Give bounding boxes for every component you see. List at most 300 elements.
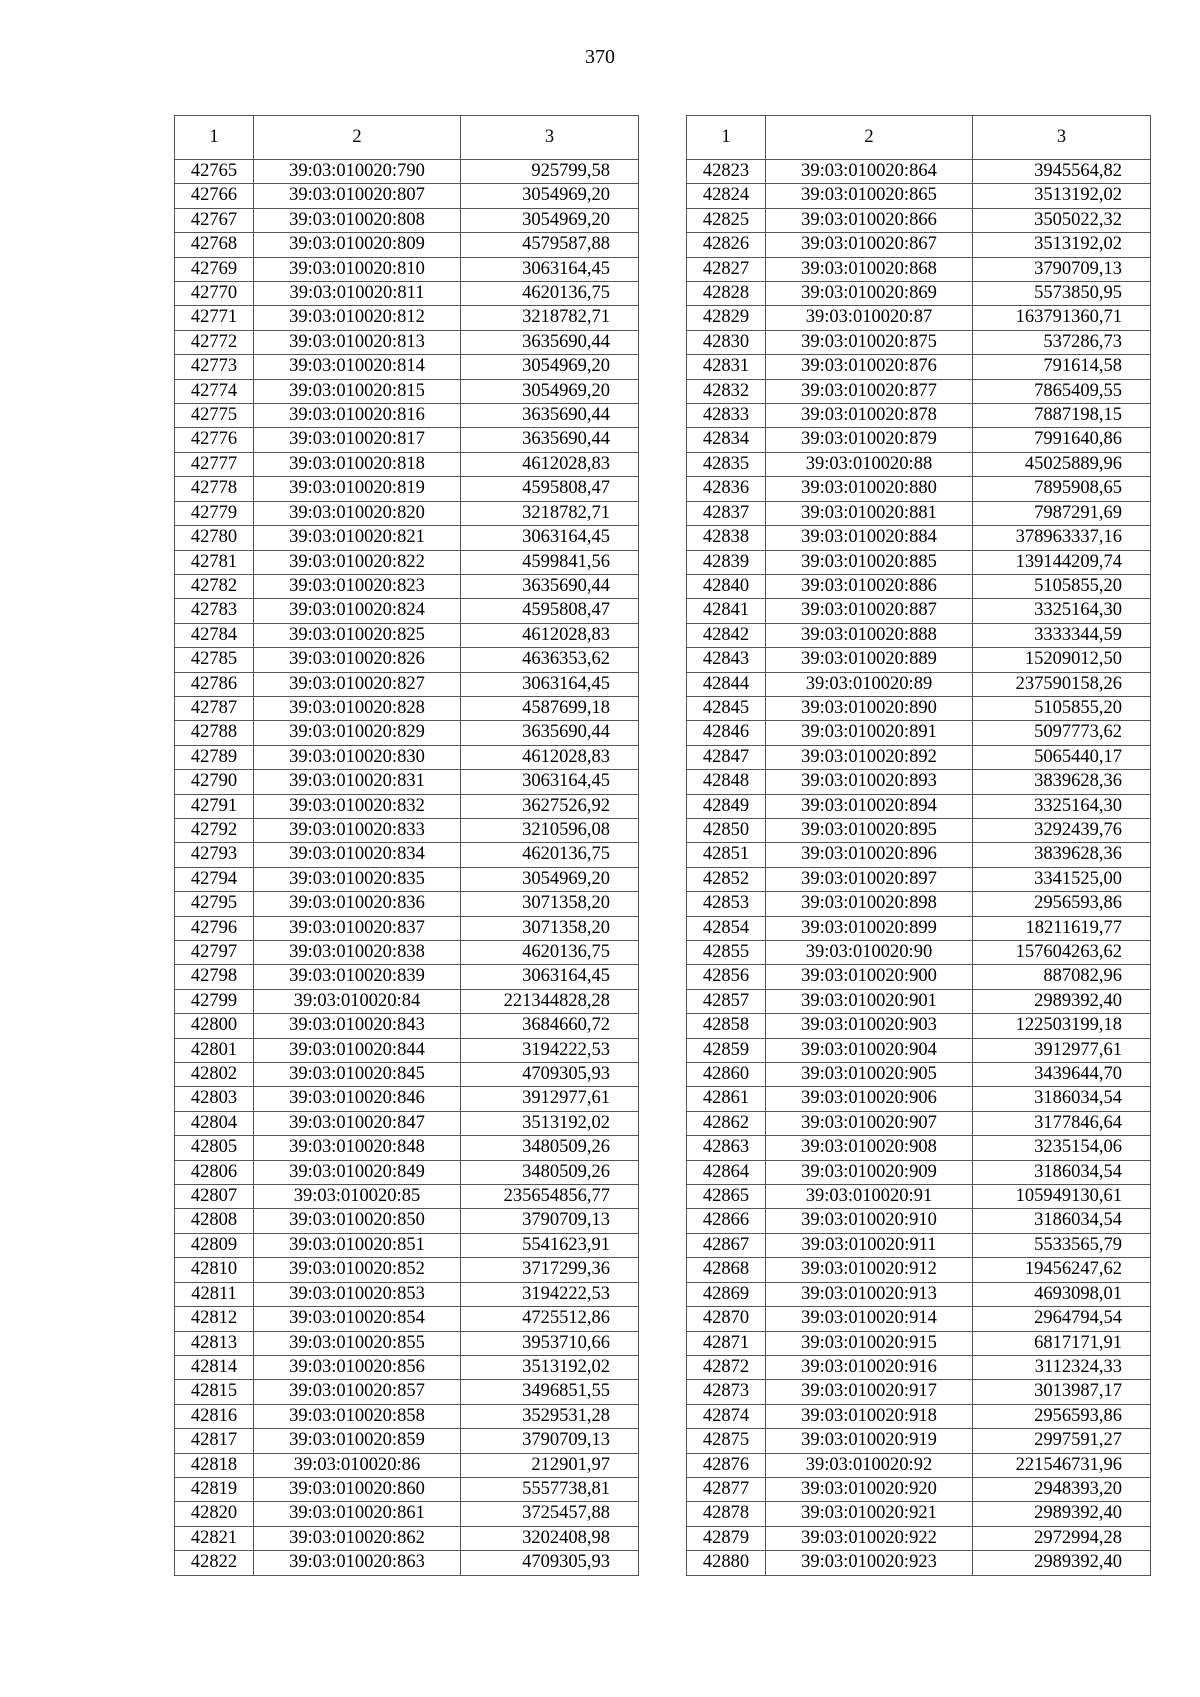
row-number-cell: 42793 [175,843,254,867]
row-number-cell: 42789 [175,745,254,769]
table-row [687,428,1151,452]
row-number-cell: 42823 [687,160,766,184]
value-cell: 3945564,82 [973,160,1151,184]
row-number-cell: 42874 [687,1404,766,1428]
table-row [175,794,639,818]
cadastral-id-cell: 39:03:010020:861 [254,1502,461,1526]
cadastral-id-cell: 39:03:010020:820 [254,501,461,525]
row-number-cell: 42867 [687,1233,766,1257]
table-row [175,1038,639,1062]
value-cell: 3186034,54 [973,1160,1151,1184]
value-cell: 4620136,75 [461,282,639,306]
value-cell: 4636353,62 [461,648,639,672]
table-row [687,526,1151,550]
value-cell: 4612028,83 [461,623,639,647]
table-row [175,1111,639,1135]
row-number-cell: 42817 [175,1429,254,1453]
value-cell: 18211619,77 [973,916,1151,940]
value-cell: 3325164,30 [973,599,1151,623]
value-cell: 3717299,36 [461,1258,639,1282]
row-number-cell: 42843 [687,648,766,672]
row-number-cell: 42771 [175,306,254,330]
cadastral-id-cell: 39:03:010020:858 [254,1404,461,1428]
row-number-cell: 42862 [687,1111,766,1135]
column-header-cadastral-id: 2 [766,116,973,160]
row-number-cell: 42861 [687,1087,766,1111]
table-row [687,1502,1151,1526]
value-cell: 3177846,64 [973,1111,1151,1135]
row-number-cell: 42842 [687,623,766,647]
value-cell: 3186034,54 [973,1209,1151,1233]
cadastral-id-cell: 39:03:010020:907 [766,1111,973,1135]
cadastral-id-cell: 39:03:010020:847 [254,1111,461,1135]
table-row [175,916,639,940]
cadastral-id-cell: 39:03:010020:810 [254,257,461,281]
cadastral-id-cell: 39:03:010020:828 [254,696,461,720]
table-row [175,1477,639,1501]
table-row [687,696,1151,720]
value-cell: 3013987,17 [973,1380,1151,1404]
row-number-cell: 42828 [687,282,766,306]
table-row [687,452,1151,476]
table-row [687,989,1151,1013]
row-number-cell: 42766 [175,184,254,208]
cadastral-id-cell: 39:03:010020:812 [254,306,461,330]
table-row [175,623,639,647]
value-cell: 7887198,15 [973,404,1151,428]
cadastral-id-cell: 39:03:010020:876 [766,355,973,379]
cadastral-id-cell: 39:03:010020:839 [254,965,461,989]
row-number-cell: 42813 [175,1331,254,1355]
cadastral-id-cell: 39:03:010020:826 [254,648,461,672]
table-row [687,257,1151,281]
page-number: 370 [585,46,615,68]
column-header-value: 3 [461,116,639,160]
value-cell: 3635690,44 [461,428,639,452]
value-cell: 4693098,01 [973,1282,1151,1306]
table-row [175,379,639,403]
table-row [687,233,1151,257]
value-cell: 3790709,13 [461,1429,639,1453]
value-cell: 2964794,54 [973,1307,1151,1331]
table-row [175,1453,639,1477]
cadastral-id-cell: 39:03:010020:880 [766,477,973,501]
value-cell: 212901,97 [461,1453,639,1477]
cadastral-id-cell: 39:03:010020:87 [766,306,973,330]
row-number-cell: 42852 [687,867,766,891]
row-number-cell: 42857 [687,989,766,1013]
table-row [687,1307,1151,1331]
table-row [687,1233,1151,1257]
table-row [687,672,1151,696]
row-number-cell: 42846 [687,721,766,745]
value-cell: 3063164,45 [461,672,639,696]
cadastral-id-cell: 39:03:010020:822 [254,550,461,574]
table-row [687,892,1151,916]
table-row [175,818,639,842]
row-number-cell: 42869 [687,1282,766,1306]
value-cell: 4599841,56 [461,550,639,574]
value-cell: 5105855,20 [973,574,1151,598]
table-row [687,1551,1151,1575]
table-row [175,1087,639,1111]
table-row [175,1282,639,1306]
value-cell: 791614,58 [973,355,1151,379]
cadastral-id-cell: 39:03:010020:807 [254,184,461,208]
row-number-cell: 42795 [175,892,254,916]
table-row [175,1063,639,1087]
table-row [687,1355,1151,1379]
row-number-cell: 42767 [175,208,254,232]
cadastral-id-cell: 39:03:010020:819 [254,477,461,501]
cadastral-id-cell: 39:03:010020:916 [766,1355,973,1379]
cadastral-id-cell: 39:03:010020:860 [254,1477,461,1501]
row-number-cell: 42853 [687,892,766,916]
table-row [687,770,1151,794]
row-number-cell: 42851 [687,843,766,867]
table-row [175,477,639,501]
cadastral-id-cell: 39:03:010020:896 [766,843,973,867]
row-number-cell: 42829 [687,306,766,330]
cadastral-id-cell: 39:03:010020:919 [766,1429,973,1453]
cadastral-id-cell: 39:03:010020:895 [766,818,973,842]
table-header-row [175,116,639,160]
table-row [175,1014,639,1038]
value-cell: 4612028,83 [461,745,639,769]
value-cell: 4587699,18 [461,696,639,720]
cadastral-id-cell: 39:03:010020:834 [254,843,461,867]
row-number-cell: 42865 [687,1185,766,1209]
row-number-cell: 42820 [175,1502,254,1526]
column-header-number: 1 [687,116,766,160]
value-cell: 3790709,13 [461,1209,639,1233]
row-number-cell: 42873 [687,1380,766,1404]
row-number-cell: 42822 [175,1551,254,1575]
cadastral-id-cell: 39:03:010020:920 [766,1477,973,1501]
cadastral-id-cell: 39:03:010020:878 [766,404,973,428]
cadastral-id-cell: 39:03:010020:813 [254,330,461,354]
table-row [687,306,1151,330]
cadastral-id-cell: 39:03:010020:809 [254,233,461,257]
table-row [687,965,1151,989]
row-number-cell: 42826 [687,233,766,257]
cadastral-id-cell: 39:03:010020:889 [766,648,973,672]
cadastral-id-cell: 39:03:010020:866 [766,208,973,232]
value-cell: 7865409,55 [973,379,1151,403]
row-number-cell: 42837 [687,501,766,525]
cadastral-id-cell: 39:03:010020:911 [766,1233,973,1257]
table-row [175,1233,639,1257]
value-cell: 5065440,17 [973,745,1151,769]
row-number-cell: 42868 [687,1258,766,1282]
value-cell: 3054969,20 [461,208,639,232]
cadastral-id-cell: 39:03:010020:918 [766,1404,973,1428]
row-number-cell: 42858 [687,1014,766,1038]
row-number-cell: 42866 [687,1209,766,1233]
table-row [687,574,1151,598]
cadastral-id-cell: 39:03:010020:898 [766,892,973,916]
cadastral-id-cell: 39:03:010020:881 [766,501,973,525]
row-number-cell: 42769 [175,257,254,281]
table-row [687,404,1151,428]
row-number-cell: 42875 [687,1429,766,1453]
cadastral-id-cell: 39:03:010020:903 [766,1014,973,1038]
row-number-cell: 42872 [687,1355,766,1379]
table-row [687,379,1151,403]
row-number-cell: 42815 [175,1380,254,1404]
cadastral-id-cell: 39:03:010020:856 [254,1355,461,1379]
table-row [175,1209,639,1233]
row-number-cell: 42814 [175,1355,254,1379]
row-number-cell: 42791 [175,794,254,818]
cadastral-id-cell: 39:03:010020:904 [766,1038,973,1062]
row-number-cell: 42806 [175,1160,254,1184]
row-number-cell: 42788 [175,721,254,745]
cadastral-id-cell: 39:03:010020:891 [766,721,973,745]
cadastral-id-cell: 39:03:010020:885 [766,550,973,574]
row-number-cell: 42770 [175,282,254,306]
value-cell: 3480509,26 [461,1136,639,1160]
row-number-cell: 42810 [175,1258,254,1282]
table-row [687,550,1151,574]
cadastral-id-cell: 39:03:010020:853 [254,1282,461,1306]
row-number-cell: 42798 [175,965,254,989]
cadastral-id-cell: 39:03:010020:914 [766,1307,973,1331]
table-row [175,452,639,476]
value-cell: 2997591,27 [973,1429,1151,1453]
cadastral-id-cell: 39:03:010020:835 [254,867,461,891]
value-cell: 3054969,20 [461,379,639,403]
row-number-cell: 42807 [175,1185,254,1209]
table-row [687,843,1151,867]
value-cell: 3063164,45 [461,770,639,794]
value-cell: 2989392,40 [973,1551,1151,1575]
cadastral-id-cell: 39:03:010020:905 [766,1063,973,1087]
cadastral-id-cell: 39:03:010020:865 [766,184,973,208]
table-row [687,794,1151,818]
value-cell: 3112324,33 [973,1355,1151,1379]
column-header-number: 1 [175,116,254,160]
value-cell: 3071358,20 [461,916,639,940]
row-number-cell: 42794 [175,867,254,891]
row-number-cell: 42796 [175,916,254,940]
cadastral-id-cell: 39:03:010020:890 [766,696,973,720]
row-number-cell: 42808 [175,1209,254,1233]
table-row [687,1282,1151,1306]
table-row [687,648,1151,672]
row-number-cell: 42847 [687,745,766,769]
table-body-right [687,160,1151,1576]
value-cell: 3186034,54 [973,1087,1151,1111]
cadastral-id-cell: 39:03:010020:921 [766,1502,973,1526]
value-cell: 237590158,26 [973,672,1151,696]
value-cell: 4709305,93 [461,1551,639,1575]
value-cell: 2989392,40 [973,1502,1151,1526]
cadastral-id-cell: 39:03:010020:922 [766,1526,973,1550]
table-row [687,1014,1151,1038]
value-cell: 221546731,96 [973,1453,1151,1477]
cadastral-id-cell: 39:03:010020:913 [766,1282,973,1306]
value-cell: 887082,96 [973,965,1151,989]
value-cell: 5541623,91 [461,1233,639,1257]
row-number-cell: 42776 [175,428,254,452]
table-row [687,623,1151,647]
table-row [175,208,639,232]
value-cell: 3912977,61 [461,1087,639,1111]
value-cell: 2956593,86 [973,892,1151,916]
value-cell: 537286,73 [973,330,1151,354]
table-row [687,916,1151,940]
row-number-cell: 42855 [687,941,766,965]
value-cell: 3210596,08 [461,818,639,842]
row-number-cell: 42765 [175,160,254,184]
table-row [175,892,639,916]
row-number-cell: 42827 [687,257,766,281]
row-number-cell: 42773 [175,355,254,379]
value-cell: 7895908,65 [973,477,1151,501]
value-cell: 7987291,69 [973,501,1151,525]
value-cell: 3496851,55 [461,1380,639,1404]
cadastral-id-cell: 39:03:010020:857 [254,1380,461,1404]
cadastral-id-cell: 39:03:010020:818 [254,452,461,476]
row-number-cell: 42833 [687,404,766,428]
value-cell: 3341525,00 [973,867,1151,891]
value-cell: 2956593,86 [973,1404,1151,1428]
row-number-cell: 42779 [175,501,254,525]
value-cell: 3790709,13 [973,257,1151,281]
row-number-cell: 42800 [175,1014,254,1038]
value-cell: 2972994,28 [973,1526,1151,1550]
value-cell: 5097773,62 [973,721,1151,745]
row-number-cell: 42856 [687,965,766,989]
row-number-cell: 42809 [175,1233,254,1257]
cadastral-id-cell: 39:03:010020:815 [254,379,461,403]
value-cell: 6817171,91 [973,1331,1151,1355]
cadastral-id-cell: 39:03:010020:816 [254,404,461,428]
table-row [175,1307,639,1331]
value-cell: 3480509,26 [461,1160,639,1184]
cadastral-id-cell: 39:03:010020:836 [254,892,461,916]
value-cell: 3912977,61 [973,1038,1151,1062]
row-number-cell: 42839 [687,550,766,574]
value-cell: 3194222,53 [461,1038,639,1062]
table-row [687,1160,1151,1184]
row-number-cell: 42878 [687,1502,766,1526]
row-number-cell: 42790 [175,770,254,794]
row-number-cell: 42850 [687,818,766,842]
table-row [687,1526,1151,1550]
value-cell: 3063164,45 [461,526,639,550]
value-cell: 3635690,44 [461,574,639,598]
row-number-cell: 42840 [687,574,766,598]
cadastral-id-cell: 39:03:010020:854 [254,1307,461,1331]
value-cell: 5573850,95 [973,282,1151,306]
value-cell: 3635690,44 [461,404,639,428]
row-number-cell: 42786 [175,672,254,696]
cadastral-id-cell: 39:03:010020:823 [254,574,461,598]
value-cell: 105949130,61 [973,1185,1151,1209]
value-cell: 3684660,72 [461,1014,639,1038]
row-number-cell: 42870 [687,1307,766,1331]
table-row [687,1380,1151,1404]
table-row [687,818,1151,842]
table-row [175,1331,639,1355]
table-row [175,1526,639,1550]
cadastral-id-cell: 39:03:010020:887 [766,599,973,623]
cadastral-id-cell: 39:03:010020:862 [254,1526,461,1550]
value-cell: 5105855,20 [973,696,1151,720]
value-cell: 4709305,93 [461,1063,639,1087]
row-number-cell: 42792 [175,818,254,842]
value-cell: 3054969,20 [461,184,639,208]
cadastral-id-cell: 39:03:010020:811 [254,282,461,306]
table-row [687,1209,1151,1233]
table-row [175,696,639,720]
table-header-row [687,116,1151,160]
row-number-cell: 42835 [687,452,766,476]
value-cell: 3292439,76 [973,818,1151,842]
table-row [175,745,639,769]
value-cell: 139144209,74 [973,550,1151,574]
table-row [687,867,1151,891]
value-cell: 157604263,62 [973,941,1151,965]
cadastral-id-cell: 39:03:010020:827 [254,672,461,696]
value-cell: 45025889,96 [973,452,1151,476]
cadastral-id-cell: 39:03:010020:869 [766,282,973,306]
value-cell: 3063164,45 [461,257,639,281]
cadastral-id-cell: 39:03:010020:91 [766,1185,973,1209]
cadastral-id-cell: 39:03:010020:875 [766,330,973,354]
table-row [175,1185,639,1209]
row-number-cell: 42816 [175,1404,254,1428]
row-number-cell: 42859 [687,1038,766,1062]
table-row [175,1160,639,1184]
row-number-cell: 42785 [175,648,254,672]
table-row [175,1380,639,1404]
value-cell: 3333344,59 [973,623,1151,647]
cadastral-id-cell: 39:03:010020:85 [254,1185,461,1209]
cadastral-id-cell: 39:03:010020:877 [766,379,973,403]
value-cell: 378963337,16 [973,526,1151,550]
row-number-cell: 42805 [175,1136,254,1160]
table-row [687,1404,1151,1428]
row-number-cell: 42871 [687,1331,766,1355]
cadastral-id-cell: 39:03:010020:915 [766,1331,973,1355]
cadastral-id-cell: 39:03:010020:900 [766,965,973,989]
cadastral-id-cell: 39:03:010020:844 [254,1038,461,1062]
cadastral-id-cell: 39:03:010020:84 [254,989,461,1013]
cadastral-id-cell: 39:03:010020:909 [766,1160,973,1184]
row-number-cell: 42825 [687,208,766,232]
value-cell: 4612028,83 [461,452,639,476]
value-cell: 3054969,20 [461,867,639,891]
table-row [175,648,639,672]
cadastral-id-cell: 39:03:010020:845 [254,1063,461,1087]
cadastral-id-cell: 39:03:010020:864 [766,160,973,184]
value-cell: 5533565,79 [973,1233,1151,1257]
row-number-cell: 42797 [175,941,254,965]
row-number-cell: 42799 [175,989,254,1013]
value-cell: 2948393,20 [973,1477,1151,1501]
row-number-cell: 42879 [687,1526,766,1550]
value-cell: 163791360,71 [973,306,1151,330]
table-row [175,330,639,354]
row-number-cell: 42803 [175,1087,254,1111]
row-number-cell: 42774 [175,379,254,403]
table-row [687,1453,1151,1477]
value-cell: 221344828,28 [461,989,639,1013]
row-number-cell: 42832 [687,379,766,403]
